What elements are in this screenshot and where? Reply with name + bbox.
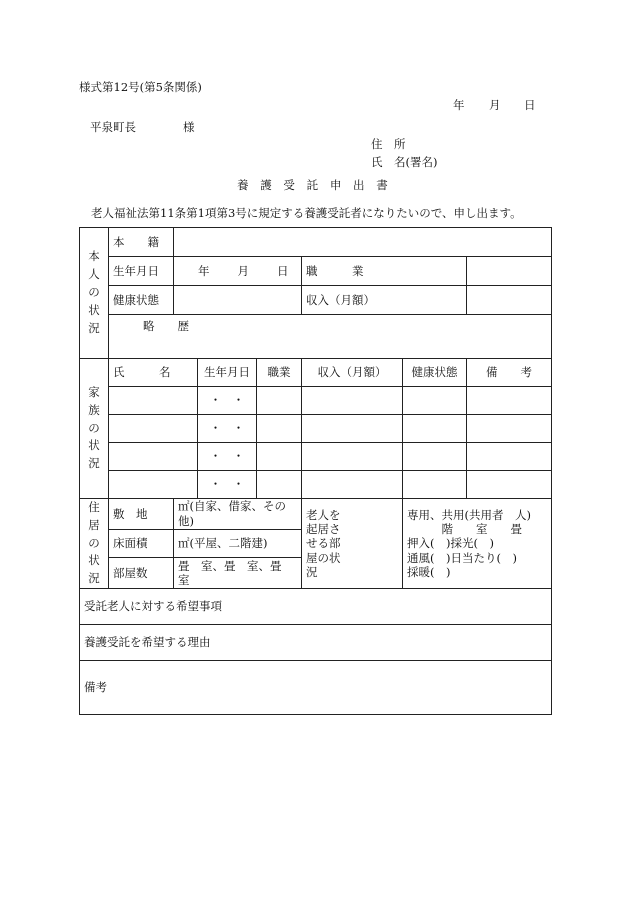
family-row — [80, 471, 552, 499]
form-number: 様式第12号(第5条関係) — [79, 80, 202, 94]
date-month-label: 月 — [489, 98, 501, 112]
income-value[interactable] — [467, 286, 552, 315]
family-health-cell[interactable] — [403, 471, 467, 499]
site-label: 敷 地 — [109, 499, 174, 530]
family-col-occupation: 職業 — [257, 359, 302, 387]
birth-date-label: 生年月日 — [109, 257, 174, 286]
domicile-label: 本 籍 — [109, 228, 174, 257]
family-birthdate-cell[interactable]: ・ ・ — [198, 471, 257, 499]
history-cell[interactable] — [109, 315, 552, 359]
self-row-history — [80, 315, 552, 359]
family-row — [80, 415, 552, 443]
family-row — [80, 443, 552, 471]
family-health-cell[interactable] — [403, 443, 467, 471]
domicile-value[interactable] — [174, 228, 552, 257]
floor-area-label: 床面積 — [109, 529, 174, 558]
application-table — [79, 227, 552, 715]
family-name-cell[interactable] — [109, 443, 198, 471]
remarks-cell[interactable] — [80, 661, 552, 715]
family-occupation-cell[interactable] — [257, 443, 302, 471]
family-occupation-cell[interactable] — [257, 415, 302, 443]
rooms-label: 部屋数 — [109, 558, 174, 589]
family-col-income: 収入（月額） — [302, 359, 403, 387]
elder-room-label: 老人を 起居さ せる部 屋の状 況 — [302, 499, 403, 589]
document-title: 養 護 受 託 申 出 書 — [237, 178, 392, 192]
family-income-cell[interactable] — [302, 415, 403, 443]
birth-date-value[interactable]: 年 月 日 — [174, 257, 302, 286]
applicant-name-label: 氏 名(署名) — [371, 155, 438, 169]
family-name-cell[interactable] — [109, 471, 198, 499]
self-row-health — [80, 286, 552, 315]
wishes-label: 受託老人に対する希望事項 — [84, 599, 222, 614]
date-year-label: 年 — [453, 98, 465, 112]
family-name-cell[interactable] — [109, 415, 198, 443]
reason-row — [80, 625, 552, 661]
family-remarks-cell[interactable] — [467, 471, 552, 499]
family-header-row — [80, 359, 552, 387]
addressee-name: 平泉町長 — [90, 120, 136, 134]
wishes-row — [80, 589, 552, 625]
intro-text: 老人福祉法第11条第1項第3号に規定する養護受託者になりたいので、申し出ます。 — [91, 206, 522, 220]
applicant-address-label: 住 所 — [371, 137, 406, 151]
family-col-remarks: 備 考 — [467, 359, 552, 387]
health-label: 健康状態 — [109, 286, 174, 315]
occupation-value[interactable] — [467, 257, 552, 286]
health-value[interactable] — [174, 286, 302, 315]
family-occupation-cell[interactable] — [257, 471, 302, 499]
family-remarks-cell[interactable] — [467, 415, 552, 443]
family-remarks-cell[interactable] — [467, 443, 552, 471]
family-occupation-cell[interactable] — [257, 387, 302, 415]
floor-area-value[interactable]: ㎡(平屋、二階建) — [174, 529, 302, 558]
family-col-birthdate: 生年月日 — [198, 359, 257, 387]
housing-row-site — [80, 499, 552, 530]
family-income-cell[interactable] — [302, 443, 403, 471]
family-col-name: 氏 名 — [109, 359, 198, 387]
family-birthdate-cell[interactable]: ・ ・ — [198, 443, 257, 471]
addressee-honorific: 様 — [183, 120, 195, 134]
family-health-cell[interactable] — [403, 415, 467, 443]
family-section-heading: 家 族 の 状 況 — [80, 359, 109, 499]
occupation-label: 職 業 — [302, 257, 467, 286]
rooms-value[interactable]: 畳 室、畳 室、畳 室 — [174, 558, 302, 589]
reason-cell[interactable] — [80, 625, 552, 661]
wishes-cell[interactable] — [80, 589, 552, 625]
remarks-label: 備考 — [84, 680, 107, 695]
income-label: 収入（月額） — [302, 286, 467, 315]
elder-room-value[interactable]: 専用、共用(共用者 人) 階 室 畳 押入( )採光( ) 通風( )日当たり( ) 採暖( ) — [403, 499, 552, 589]
date-day-label: 日 — [524, 98, 536, 112]
reason-label: 養護受託を希望する理由 — [84, 635, 211, 650]
history-label: 略 歴 — [143, 319, 189, 333]
family-remarks-cell[interactable] — [467, 387, 552, 415]
family-income-cell[interactable] — [302, 387, 403, 415]
family-name-cell[interactable] — [109, 387, 198, 415]
self-row-birth — [80, 257, 552, 286]
family-birthdate-cell[interactable]: ・ ・ — [198, 387, 257, 415]
family-row — [80, 387, 552, 415]
family-birthdate-cell[interactable]: ・ ・ — [198, 415, 257, 443]
housing-section-heading: 住 居 の 状 況 — [80, 499, 109, 589]
site-value[interactable]: ㎡(自家、借家、その他) — [174, 499, 302, 530]
family-health-cell[interactable] — [403, 387, 467, 415]
family-col-health: 健康状態 — [403, 359, 467, 387]
family-income-cell[interactable] — [302, 471, 403, 499]
remarks-row — [80, 661, 552, 715]
self-section-heading: 本 人 の 状 況 — [80, 228, 109, 359]
self-row-domicile — [80, 228, 552, 257]
